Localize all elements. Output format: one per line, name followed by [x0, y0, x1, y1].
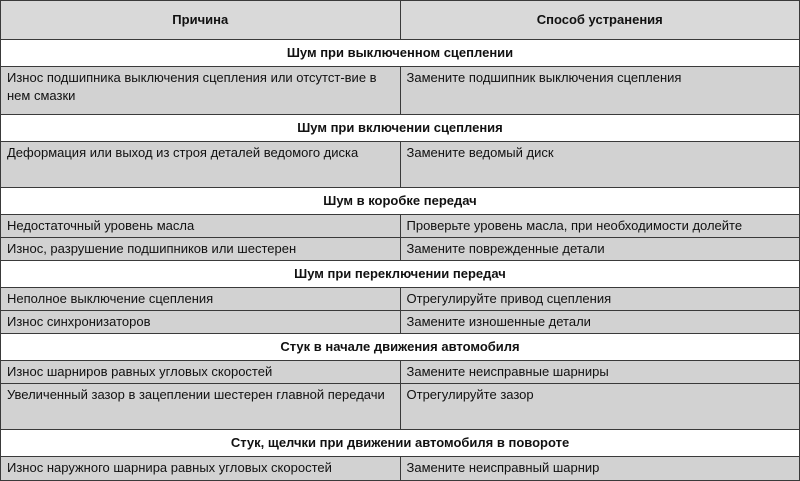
table-row [1, 457, 800, 481]
cause-cell: Износ подшипника выключения сцепления или отсутст-вие в нем смазки [1, 67, 401, 115]
remedy-cell: Замените изношенные детали [400, 311, 800, 334]
section-row [1, 334, 800, 361]
header-remedy: Способ устранения [400, 1, 800, 40]
section-row [1, 430, 800, 457]
section-title: Шум при переключении передач [1, 261, 800, 288]
table-row [1, 311, 800, 334]
section-row [1, 261, 800, 288]
section-title: Шум при включении сцепления [1, 115, 800, 142]
remedy-cell: Проверьте уровень масла, при необходимости долейте [400, 215, 800, 238]
table-row [1, 142, 800, 188]
section-row [1, 188, 800, 215]
cause-cell: Износ, разрушение подшипников или шестерен [1, 238, 401, 261]
remedy-cell: Замените подшипник выключения сцепления [400, 67, 800, 115]
section-title: Шум при выключенном сцеплении [1, 40, 800, 67]
cause-cell: Деформация или выход из строя деталей ведомого диска [1, 142, 401, 188]
cause-cell: Неполное выключение сцепления [1, 288, 401, 311]
remedy-cell: Отрегулируйте зазор [400, 384, 800, 430]
section-title: Шум в коробке передач [1, 188, 800, 215]
remedy-cell: Замените неисправный шарнир [400, 457, 800, 481]
cause-cell: Износ шарниров равных угловых скоростей [1, 361, 401, 384]
cause-cell: Износ наружного шарнира равных угловых скоростей [1, 457, 401, 481]
table-row [1, 384, 800, 430]
section-row [1, 115, 800, 142]
header-row [1, 1, 800, 40]
table-row [1, 361, 800, 384]
remedy-cell: Замените ведомый диск [400, 142, 800, 188]
section-title: Стук, щелчки при движении автомобиля в повороте [1, 430, 800, 457]
cause-cell: Недостаточный уровень масла [1, 215, 401, 238]
section-row [1, 40, 800, 67]
cause-cell: Увеличенный зазор в зацеплении шестерен главной передачи [1, 384, 401, 430]
remedy-cell: Замените поврежденные детали [400, 238, 800, 261]
table-row [1, 288, 800, 311]
table-row [1, 238, 800, 261]
remedy-cell: Отрегулируйте привод сцепления [400, 288, 800, 311]
table-row [1, 215, 800, 238]
cause-cell: Износ синхронизаторов [1, 311, 401, 334]
header-cause: Причина [1, 1, 401, 40]
section-title: Стук в начале движения автомобиля [1, 334, 800, 361]
table-row [1, 67, 800, 115]
remedy-cell: Замените неисправные шарниры [400, 361, 800, 384]
